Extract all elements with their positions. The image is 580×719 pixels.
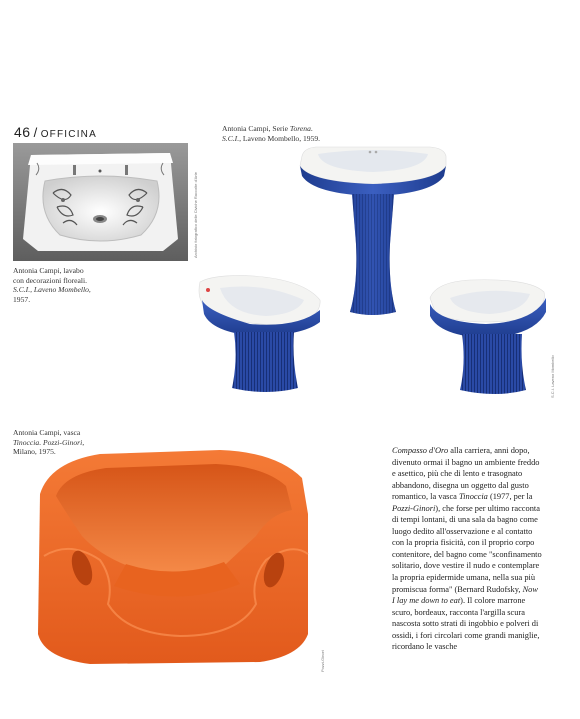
section-title: OFFICINA [40, 129, 97, 140]
folio-separator: / [33, 125, 38, 140]
article-paragraph: Compasso d'Oro alla carriera, anni dopo, divenuto ormai il bagno un ambiente freddo e asettico, più che di lento e trasognato abbandono, disegna un oggetto dal gusto romantico, la vasca Tinoccia (1977, per la Pozzi-Ginori), che forse per ultimo racconta di tempi lontani, di una sala da bagno come luogo dedito all'osservazione e al contatto con la propria fisicità, con il proprio corpo contenitore, del bagno come "sconfinamento solitario, dove vestire il nudo e contemplare la propria epidermide umana, nella sua più promiscua forma" (Bernard Rudofsky, Now I lay me down to eat). Il colore marrone scuro, bordeaux, racconta l'argilla scura nascosta sotto strati di ingobbio e polveri di ossidi, i fori circolari come grandi maniglie, ricordano le vasche [392, 446, 542, 652]
torena-wc-photo [426, 274, 550, 400]
page-number: 46 [14, 124, 31, 140]
bidet-illustration [194, 270, 326, 398]
tub-illustration [30, 444, 316, 676]
article-body-column [392, 445, 542, 653]
tub-caption: Antonia Campi, vasca Tinoccia. Pozzi-Ginori, Milano, 1975. [13, 428, 85, 457]
torena-bidet-photo [194, 270, 326, 398]
wc-illustration [426, 274, 550, 400]
torena-photo-credit: S.C.I. Laveno Mombello [550, 355, 555, 398]
torena-caption: Antonia Campi, Serie Torena. S.C.I., Laveno Mombello, 1959. [222, 124, 321, 143]
tub-photo-credit: Pozzi-Ginori [320, 650, 325, 672]
sink-caption: Antonia Campi, lavabo con decorazioni floreali. S.C.I., Laveno Mombello, 1957. [13, 266, 91, 304]
sink-photo [13, 143, 188, 261]
tinoccia-tub-photo [30, 444, 316, 676]
sink-illustration [13, 143, 188, 261]
page-folio [14, 124, 97, 140]
sink-photo-credit: Archivio fotografico delle Civiche Raccolte d'Arte [193, 172, 198, 258]
